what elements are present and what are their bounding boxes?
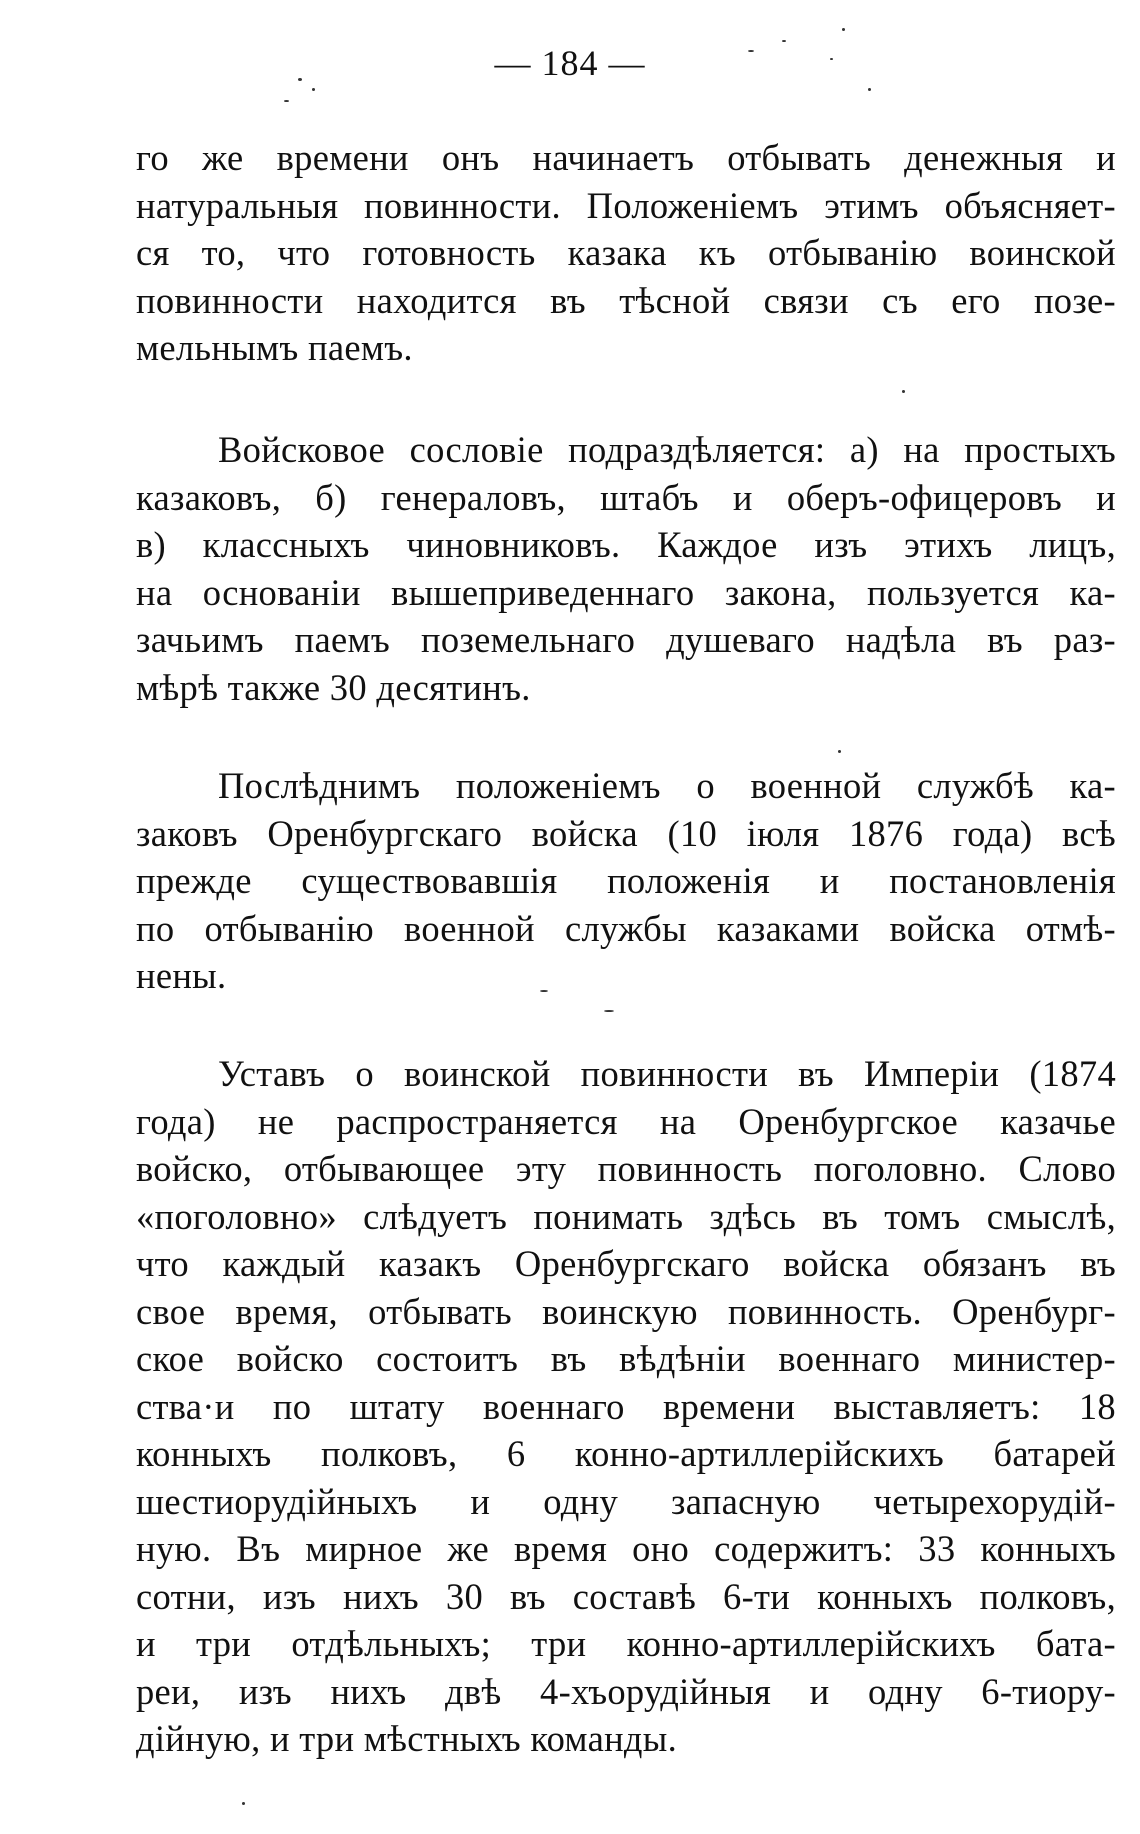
- text-line: и три отдѣльныхъ; три конно-артиллерійскихъ бата-: [136, 1623, 1116, 1664]
- text-line: прежде существовавшія положенія и постановленія: [136, 860, 1116, 901]
- scan-speck: [868, 88, 871, 91]
- text-line: что каждый казакъ Оренбургскаго войска обязанъ въ: [136, 1243, 1116, 1284]
- text-line: дійную, и три мѣстныхъ команды.: [136, 1718, 678, 1759]
- scan-speck: [242, 1802, 245, 1805]
- text-line: Уставъ о воинской повинности въ Имперіи (1874: [218, 1053, 1116, 1094]
- text-line: ную. Въ мирное же время оно содержитъ: 33 конныхъ: [136, 1528, 1116, 1569]
- text-line: казаковъ, б) генераловъ, штабъ и оберъ-офицеровъ и: [136, 476, 1116, 518]
- scan-speck: [842, 28, 845, 31]
- page-number: — 184 —: [494, 43, 646, 83]
- scan-speck: [748, 50, 754, 52]
- text-line: «поголовно» слѣдуетъ понимать здѣсь въ томъ смыслѣ,: [136, 1195, 1116, 1237]
- text-line: реи, изъ нихъ двѣ 4-хъорудійныя и одну 6-тиору-: [136, 1670, 1116, 1712]
- text-line: зачьимъ паемъ поземельнаго душеваго надѣла въ раз-: [136, 619, 1116, 660]
- text-line: мѣрѣ также 30 десятинъ.: [136, 666, 531, 708]
- text-line: нены.: [136, 955, 227, 996]
- text-line: ское войско состоитъ въ вѣдѣніи военнаго министер-: [136, 1338, 1116, 1379]
- text-line: Войсковое сословіе подраздѣляется: а) на простыхъ: [218, 429, 1116, 470]
- text-line: на основаніи вышеприведеннаго закона, пользуется ка-: [136, 571, 1116, 613]
- text-line: конныхъ полковъ, 6 конно-артиллерійскихъ батарей: [136, 1433, 1116, 1474]
- scan-speck: [830, 58, 833, 60]
- text-line: года) не распространяется на Оренбургское казачье: [136, 1100, 1116, 1142]
- text-line: в) классныхъ чиновниковъ. Каждое изъ этихъ лицъ,: [136, 524, 1116, 565]
- text-line: натуральныя повинности. Положеніемъ этимъ объясняет-: [136, 184, 1116, 226]
- scan-speck: [604, 1010, 614, 1012]
- text-line: го же времени онъ начинаетъ отбывать денежныя и: [136, 137, 1116, 178]
- text-line: шестиорудійныхъ и одну запасную четырехорудій-: [136, 1480, 1116, 1522]
- paragraph-3: [136, 762, 1116, 1000]
- text-line: ся то, что готовность казака къ отбыванію воинской: [136, 232, 1116, 273]
- text-line: войско, отбывающее эту повинность поголовно. Слово: [136, 1148, 1116, 1189]
- scan-speck: [838, 750, 841, 753]
- text-line: сотни, изъ нихъ 30 въ составѣ 6-ти конныхъ полковъ,: [136, 1575, 1116, 1617]
- scan-speck: [782, 40, 786, 42]
- text-line: мельнымъ паемъ.: [136, 327, 413, 368]
- scan-speck: [298, 78, 302, 81]
- paragraph-1: [136, 134, 1116, 372]
- scan-speck: [902, 390, 905, 393]
- text-line: Послѣднимъ положеніемъ о военной службѣ ка-: [218, 765, 1116, 806]
- scan-speck: [312, 88, 315, 91]
- text-line: заковъ Оренбургскаго войска (10 іюля 1876 года) всѣ: [136, 812, 1116, 854]
- paragraph-2: [136, 426, 1116, 711]
- text-line: повинности находится въ тѣсной связи съ его позе-: [136, 279, 1116, 321]
- text-line: ства·и по штату военнаго времени выставляетъ: 18: [136, 1385, 1116, 1427]
- text-line: по отбыванію военной службы казаками войска отмѣ-: [136, 907, 1116, 949]
- scan-speck: [284, 100, 289, 102]
- paragraph-4: [136, 1050, 1116, 1763]
- text-line: свое время, отбывать воинскую повинность. Оренбург-: [136, 1290, 1116, 1332]
